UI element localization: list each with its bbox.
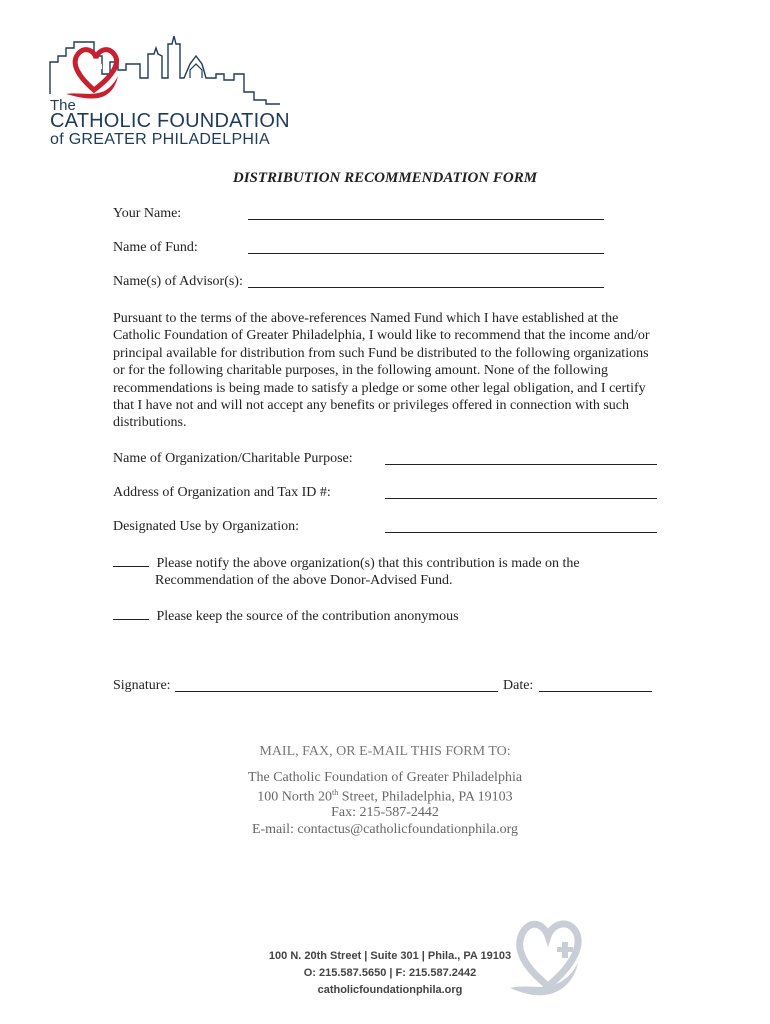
date-field[interactable]	[539, 691, 652, 692]
footer-phone: O: 215.587.5650 | F: 215.587.2442	[303, 967, 477, 979]
intro-paragraph: Pursuant to the terms of the above-references Named Fund which I have established at the Catholic Foundation of Greater Philadelphia, I would like to recommend that the income and/or principal available for distribution from such Fund be distributed to the following organizations or for the following charitable purposes, in the following amount. None of the following recommendations is being made to satisfy a pledge or some other legal obligation, and I certify that I have not and will not accept any benefits or privileges offered in connection with such distributions.	[113, 311, 650, 431]
notify-blank[interactable]	[113, 554, 149, 567]
street-number: 100 North 20	[257, 789, 332, 805]
address-field[interactable]	[385, 498, 657, 499]
designated-use-label: Designated Use by Organization:	[113, 519, 299, 534]
anonymous-text: Please keep the source of the contribution anonymous	[156, 609, 459, 624]
footer-address: 100 N. 20th Street | Suite 301 | Phila., PA 19103	[268, 950, 512, 962]
address-label: Address of Organization and Tax ID #:	[113, 485, 331, 500]
logo-line-catholic-foundation: CATHOLIC FOUNDATION	[50, 110, 290, 132]
notify-text-line2: Recommendation of the above Donor-Advised Fund.	[155, 573, 453, 588]
org-field[interactable]	[385, 464, 657, 465]
street-rest: Street, Philadelphia, PA 19103	[338, 789, 513, 805]
designated-use-field[interactable]	[385, 532, 657, 533]
logo-line-greater-philadelphia: of GREATER PHILADELPHIA	[50, 131, 271, 148]
notify-option	[113, 554, 580, 573]
your-name-field[interactable]	[248, 219, 604, 220]
street-suffix: th	[331, 788, 339, 797]
date-label: Date:	[503, 678, 534, 693]
notify-text-line1: Please notify the above organization(s) that this contribution is made on the	[156, 556, 580, 571]
form-title: DISTRIBUTION RECOMMENDATION FORM	[232, 170, 538, 186]
mailing-street	[0, 788, 770, 806]
signature-label: Signature:	[113, 678, 171, 693]
cross-icon	[88, 60, 102, 74]
mailing-heading: MAIL, FAX, OR E-MAIL THIS FORM TO:	[259, 744, 511, 759]
advisors-field[interactable]	[248, 287, 604, 288]
fund-name-field[interactable]	[248, 253, 604, 254]
skyline-inner	[190, 64, 202, 78]
fund-name-label: Name of Fund:	[113, 240, 198, 255]
footer-heart-watermark-icon	[504, 904, 594, 1004]
signature-field[interactable]	[175, 691, 498, 692]
advisors-label: Name(s) of Advisor(s):	[113, 274, 243, 289]
mailing-org: The Catholic Foundation of Greater Philadelphia	[247, 770, 523, 785]
your-name-label: Your Name:	[113, 206, 182, 221]
logo-line-the: The	[50, 97, 76, 114]
footer-website: catholicfoundationphila.org	[317, 984, 463, 996]
mailing-fax: Fax: 215-587-2442	[331, 805, 439, 820]
org-label: Name of Organization/Charitable Purpose:	[113, 451, 353, 466]
anonymous-blank[interactable]	[113, 607, 149, 620]
mailing-email: E-mail: contactus@catholicfoundationphila.org	[251, 822, 519, 837]
anonymous-option	[113, 607, 459, 626]
